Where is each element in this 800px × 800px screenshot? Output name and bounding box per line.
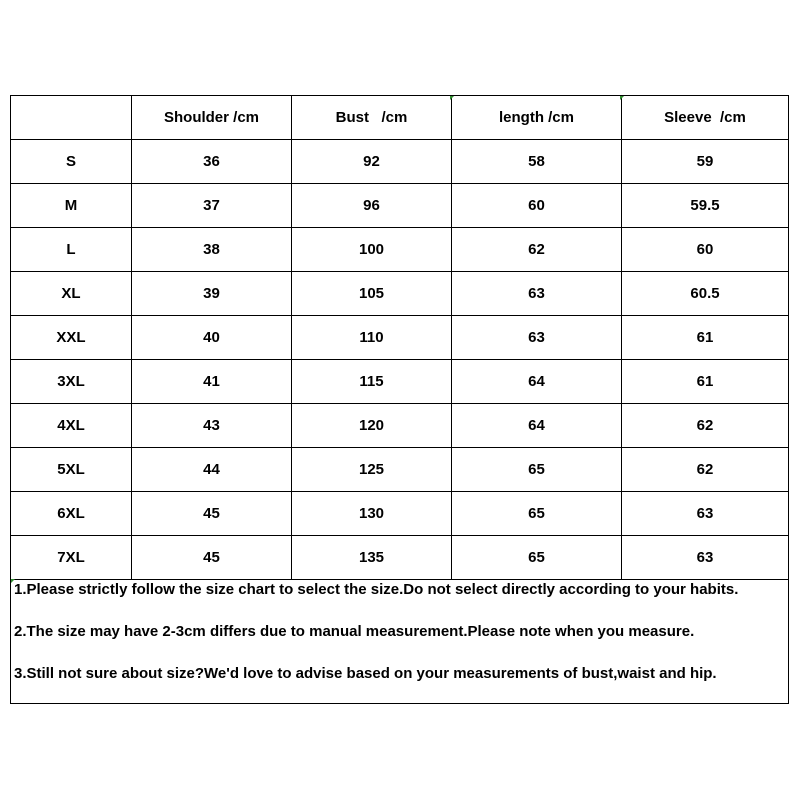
table-cell: 62	[622, 404, 789, 448]
table-cell: 65	[452, 492, 622, 536]
table-cell: 62	[622, 448, 789, 492]
table-row	[11, 228, 789, 272]
header-cell-size	[11, 96, 132, 140]
note-strict-size: 1.Please strictly follow the size chart to select the size.Do not select directly according to your habits.	[14, 581, 739, 598]
table-cell: 100	[292, 228, 452, 272]
table-cell: 130	[292, 492, 452, 536]
table-cell: 39	[132, 272, 292, 316]
table-header-row	[11, 96, 789, 140]
table-cell: 65	[452, 536, 622, 580]
table-cell: 38	[132, 228, 292, 272]
table-cell: 44	[132, 448, 292, 492]
table-cell: 120	[292, 404, 452, 448]
table-cell: 65	[452, 448, 622, 492]
table-cell: 45	[132, 536, 292, 580]
table-cell: 61	[622, 316, 789, 360]
cell-corner-marker	[450, 96, 454, 100]
table-row	[11, 536, 789, 580]
table-cell: 3XL	[11, 360, 132, 404]
table-row	[11, 404, 789, 448]
header-cell-length: length /cm	[452, 96, 622, 140]
table-cell: L	[11, 228, 132, 272]
table-row	[11, 492, 789, 536]
header-cell-sleeve: Sleeve /cm	[622, 96, 789, 140]
note-advice: 3.Still not sure about size?We'd love to advise based on your measurements of bust,waist and hip.	[14, 665, 717, 682]
table-cell: 4XL	[11, 404, 132, 448]
table-cell: 5XL	[11, 448, 132, 492]
table-cell: 105	[292, 272, 452, 316]
table-row	[11, 140, 789, 184]
size-chart-table	[10, 95, 789, 580]
table-cell: XL	[11, 272, 132, 316]
table-cell: 61	[622, 360, 789, 404]
table-row	[11, 360, 789, 404]
table-cell: 63	[452, 316, 622, 360]
table-cell: S	[11, 140, 132, 184]
table-cell: 37	[132, 184, 292, 228]
table-cell: 43	[132, 404, 292, 448]
table-cell: 62	[452, 228, 622, 272]
table-cell: 96	[292, 184, 452, 228]
table-cell: 63	[622, 536, 789, 580]
table-row	[11, 184, 789, 228]
table-cell: 45	[132, 492, 292, 536]
table-cell: 60.5	[622, 272, 789, 316]
table-cell: 59	[622, 140, 789, 184]
table-cell: 36	[132, 140, 292, 184]
cell-corner-marker	[11, 579, 15, 583]
table-cell: 60	[452, 184, 622, 228]
table-cell: 40	[132, 316, 292, 360]
table-cell: 115	[292, 360, 452, 404]
table-cell: 110	[292, 316, 452, 360]
table-cell: 64	[452, 404, 622, 448]
table-cell: 6XL	[11, 492, 132, 536]
table-cell: 125	[292, 448, 452, 492]
table-cell: 135	[292, 536, 452, 580]
table-cell: 63	[622, 492, 789, 536]
table-cell: M	[11, 184, 132, 228]
table-cell: 64	[452, 360, 622, 404]
table-cell: 58	[452, 140, 622, 184]
table-cell: 92	[292, 140, 452, 184]
table-cell: XXL	[11, 316, 132, 360]
table-cell: 60	[622, 228, 789, 272]
note-measurement-diff: 2.The size may have 2-3cm differs due to manual measurement.Please note when you measure.	[14, 623, 695, 640]
table-row	[11, 316, 789, 360]
header-cell-bust: Bust /cm	[292, 96, 452, 140]
size-notes	[10, 578, 789, 704]
table-row	[11, 272, 789, 316]
header-cell-shoulder: Shoulder /cm	[132, 96, 292, 140]
table-row	[11, 448, 789, 492]
table-cell: 41	[132, 360, 292, 404]
table-cell: 7XL	[11, 536, 132, 580]
cell-corner-marker	[620, 96, 624, 100]
table-cell: 59.5	[622, 184, 789, 228]
table-cell: 63	[452, 272, 622, 316]
